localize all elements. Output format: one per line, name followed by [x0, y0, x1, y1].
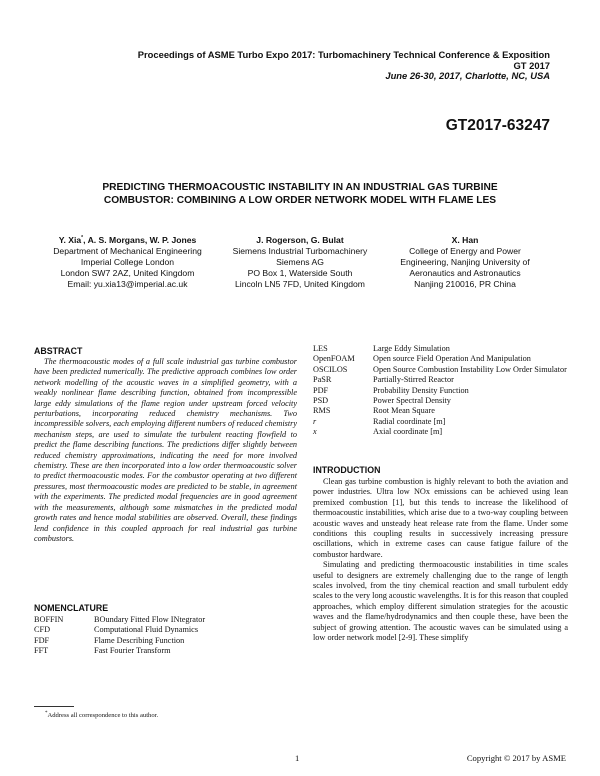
affiliation-line: Department of Mechanical Engineering — [53, 246, 202, 257]
affiliation-line: Imperial College London — [80, 257, 175, 268]
nomenclature-list — [34, 615, 297, 657]
author-names: X. Han — [451, 235, 479, 245]
footnote-divider — [34, 706, 74, 707]
author-block-nanjing — [380, 235, 550, 290]
affiliation-line: Siemens Industrial Turbomachinery — [232, 246, 368, 257]
copyright-notice: Copyright © 2017 by ASME — [466, 753, 566, 763]
footnote: *Address all correspondence to this author. — [45, 710, 159, 719]
affiliation-line: Aeronautics and Astronautics — [409, 268, 521, 279]
introduction-text — [313, 477, 568, 644]
introduction-paragraph: Simulating and predicting thermoacoustic instabilities in time scales useful to designers are extremely challenging due to the range of length scales involved, from the tiny chemical reaction and small turbulent eddy scales to the very long acoustic wavelengths. It is for this reason that coupled approaches, which employ different simulation strategies for the acoustic waves and the flame/hydrodynamics and then couple these, have been the subject of growing attention. The acoustic waves can be simulated using a low order network model [2-9]. These simplify — [313, 560, 568, 643]
nomenclature-entry: FDF Flame Describing Function — [34, 635, 185, 645]
footnote-mark: * — [45, 710, 48, 716]
affiliation-line: London SW7 2AZ, United Kingdom — [60, 268, 195, 279]
conference-name: Proceedings of ASME Turbo Expo 2017: Turbomachinery Technical Conference & Exposition — [137, 49, 550, 60]
paper-title-line1: PREDICTING THERMOACOUSTIC INSTABILITY IN AN INDUSTRIAL GAS TURBINE — [102, 182, 498, 193]
nomenclature-entry: PDF Probability Density Function — [313, 385, 469, 395]
nomenclature-entry: PaSR Partially-Stirred Reactor — [313, 375, 454, 385]
author-email: Email: yu.xia13@imperial.ac.uk — [67, 279, 188, 290]
author-names: Y. Xia*, A. S. Morgans, W. P. Jones — [58, 235, 197, 245]
nomenclature-entry: PSD Power Spectral Density — [313, 396, 451, 406]
nomenclature-entry: x Axial coordinate [m] — [313, 427, 443, 437]
introduction-heading: INTRODUCTION — [313, 465, 381, 475]
affiliation-line: Siemens AG — [276, 257, 324, 268]
nomenclature-entry: CFD Computational Fluid Dynamics — [34, 625, 199, 635]
conference-header — [80, 50, 550, 82]
abstract-heading: ABSTRACT — [34, 346, 83, 356]
author-names: J. Rogerson, G. Bulat — [256, 235, 344, 245]
nomenclature-entry: r Radial coordinate [m] — [313, 416, 446, 426]
nomenclature-entry: RMS Root Mean Square — [313, 406, 435, 416]
conference-dates: June 26-30, 2017, Charlotte, NC, USA — [385, 70, 550, 82]
affiliation-line: Engineering, Nanjing University of — [400, 257, 530, 268]
corresponding-author-mark: * — [81, 235, 84, 242]
affiliation-line: Nanjing 210016, PR China — [414, 279, 516, 290]
nomenclature-entry: LES Large Eddy Simulation — [313, 344, 450, 353]
affiliation-line: Lincoln LN5 7FD, United Kingdom — [235, 279, 365, 290]
nomenclature-heading: NOMENCLATURE — [34, 603, 109, 613]
nomenclature-entry: BOFFIN BOundary Fitted Flow INtegrator — [34, 615, 206, 624]
nomenclature-entry: OpenFOAM Open source Field Operation And Manipulation — [313, 354, 531, 364]
author-block-imperial — [35, 235, 220, 290]
page-number: 1 — [295, 753, 300, 763]
paper-title — [50, 182, 550, 207]
paper-title-line2: COMBUSTOR: COMBINING A LOW ORDER NETWORK MODEL WITH FLAME LES — [103, 194, 497, 206]
nomenclature-entry: FFT Fast Fourier Transform — [34, 646, 171, 656]
paper-id: GT2017-63247 — [445, 117, 550, 134]
affiliation-line: College of Energy and Power — [409, 246, 521, 257]
nomenclature-list-continued — [313, 344, 568, 438]
introduction-paragraph: Clean gas turbine combustion is highly relevant to both the aviation and power industries. Ultra low NOx emissions can be achieved using lean premixed combustion [1], but this tends to increase the likelihood of thermoacoustic instabilities, which arise due to a two-way coupling between acoustic waves and unsteady heat release rate from the flame. Under some conditions this coupling results in successively increasing pressure oscillations, which in extreme cases can cause fatigue failure of the combustor hardware. — [313, 477, 568, 559]
affiliation-line: PO Box 1, Waterside South — [247, 268, 353, 279]
nomenclature-entry: OSCILOS Open Source Combustion Instability Low Order Simulator — [313, 364, 567, 374]
conference-code: GT 2017 — [513, 59, 550, 71]
abstract-text: The thermoacoustic modes of a full scale industrial gas turbine combustor have been predicted numerically. The predictive approach combines low order network modelling of the acoustic waves in a simplified geometry, with a weakly nonlinear flame describing function, obtained from incompressible large eddy simulations of the flame region under upstream forced velocity perturbations, incorporating reduced chemistry mechanisms. Two incompressible solvers, each employing different numbers of reduced chemistry mechanism steps, are used to simulate the turbulent reacting flowfield to predict the flame describing functions. The predictions differ slightly between reduced chemistry approximations, indicating the need for more involved chemistry. These are then incorporated into a low order thermoacoustic solver to predict thermoacoustic modes. For the combustor operating at two different pressures, most thermoacoustic modes are predicted to be stable, in agreement with the experiments. The predicted modal frequencies are in good agreement with the measurements, although some mismatches in the predicted modal growth rates and hence modal stabilities are observed. Overall, these findings lend confidence in this coupled approach for real industrial gas turbine combustors. — [34, 357, 297, 543]
author-block-siemens — [220, 235, 380, 290]
